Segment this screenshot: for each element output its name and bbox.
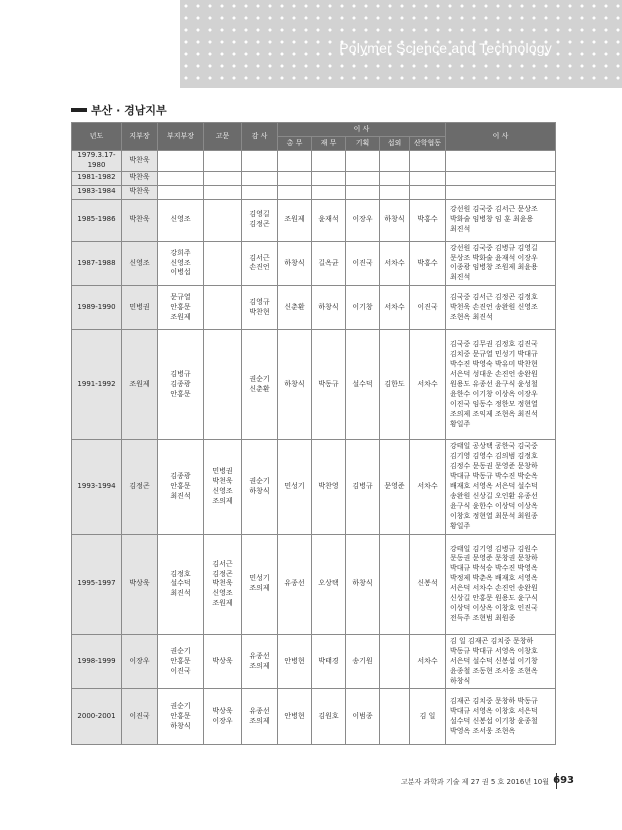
cell-auditor: 권순기 신춘환 <box>242 330 278 440</box>
cell-advisor <box>204 330 242 440</box>
cell-finance: 오상택 <box>312 534 346 634</box>
header-planning: 기획 <box>346 137 380 151</box>
cell-vice-chief <box>158 171 204 185</box>
cell-external <box>380 151 410 172</box>
cell-year: 1979.3.17-1980 <box>72 151 122 172</box>
table-row <box>72 286 556 330</box>
cell-chief: 박찬욱 <box>122 151 158 172</box>
cell-planning: 설수덕 <box>346 330 380 440</box>
section-bar-icon <box>71 108 87 112</box>
cell-finance: 길옥균 <box>312 241 346 286</box>
cell-planning <box>346 171 380 185</box>
cell-year: 1983-1984 <box>72 185 122 199</box>
cell-year: 1985-1986 <box>72 199 122 241</box>
cell-planning <box>346 185 380 199</box>
cell-finance <box>312 171 346 185</box>
cell-planning: 송기원 <box>346 634 380 689</box>
cell-advisor <box>204 199 242 241</box>
cell-external: 문영준 <box>380 440 410 534</box>
cell-directors: 강선원 김국중 김병규 김영길 문상조 박화술 윤재석 이장우 이종광 임병창 조원제 최윤용 최진석 <box>446 241 556 286</box>
cell-general: 민성기 <box>278 440 312 534</box>
cell-finance <box>312 185 346 199</box>
cell-chief: 박찬욱 <box>122 171 158 185</box>
cell-chief: 조원제 <box>122 330 158 440</box>
header-external: 섭외 <box>380 137 410 151</box>
cell-directors <box>446 151 556 172</box>
table-row <box>72 634 556 689</box>
cell-auditor: 김서근 손진언 <box>242 241 278 286</box>
cell-auditor <box>242 171 278 185</box>
cell-chief: 이장우 <box>122 634 158 689</box>
cell-general: 신춘환 <box>278 286 312 330</box>
header-general: 총 무 <box>278 137 312 151</box>
table-row <box>72 185 556 199</box>
cell-finance <box>312 151 346 172</box>
cell-industry: 박홍수 <box>410 199 446 241</box>
cell-external <box>380 185 410 199</box>
header-finance: 재 무 <box>312 137 346 151</box>
cell-directors <box>446 185 556 199</box>
cell-directors: 김국중 김무권 김정호 김진국 김치중 문규열 민성기 박대규 박수진 박영숙 박유미 박찬현 서은덕 성대운 손진언 송완원 원용도 유종선 윤구식 윤성철 윤한수 이기창 이상옥 이장우 이진국 임동수 정한모 정현열 조의제 조익제 조현옥 최진석 황일주 <box>446 330 556 440</box>
table-row <box>72 199 556 241</box>
cell-vice-chief: 문규열 안홍문 조원제 <box>158 286 204 330</box>
cell-advisor <box>204 241 242 286</box>
cell-advisor <box>204 151 242 172</box>
cell-auditor <box>242 185 278 199</box>
page-number: 693 <box>553 775 574 786</box>
cell-industry: 서차수 <box>410 330 446 440</box>
cell-auditor: 유종선 조의제 <box>242 634 278 689</box>
header-directors-group: 이 사 <box>278 123 446 137</box>
cell-advisor <box>204 185 242 199</box>
cell-general <box>278 171 312 185</box>
cell-planning <box>346 151 380 172</box>
cell-vice-chief: 김정호 설수덕 최진석 <box>158 534 204 634</box>
cell-planning: 하창식 <box>346 534 380 634</box>
cell-chief: 김정곤 <box>122 440 158 534</box>
cell-general: 조원제 <box>278 199 312 241</box>
cell-planning: 이범종 <box>346 689 380 745</box>
cell-general: 안병현 <box>278 634 312 689</box>
cell-external <box>380 171 410 185</box>
cell-external <box>380 634 410 689</box>
cell-directors: 김 일 김재곤 김치중 문창하 박동규 박대규 서영옥 이창호 서은덕 설수덕 신봉섭 이기창 윤종철 조동현 조서웅 조현옥 하창식 <box>446 634 556 689</box>
cell-year: 1991-1992 <box>72 330 122 440</box>
cell-chief: 박상욱 <box>122 534 158 634</box>
cell-vice-chief <box>158 185 204 199</box>
cell-industry <box>410 185 446 199</box>
cell-vice-chief: 강희주 신영조 이병섭 <box>158 241 204 286</box>
header-chief: 지부장 <box>122 123 158 151</box>
cell-external: 하창식 <box>380 199 410 241</box>
section-heading <box>71 102 167 118</box>
cell-year: 1995-1997 <box>72 534 122 634</box>
table-row <box>72 440 556 534</box>
table-row <box>72 171 556 185</box>
cell-finance: 박찬영 <box>312 440 346 534</box>
cell-chief: 신영조 <box>122 241 158 286</box>
cell-general: 안병현 <box>278 689 312 745</box>
cell-auditor: 민성기 조의제 <box>242 534 278 634</box>
table-row <box>72 689 556 745</box>
cell-vice-chief <box>158 151 204 172</box>
cell-auditor: 김영길 김정곤 <box>242 199 278 241</box>
cell-directors <box>446 171 556 185</box>
table-row <box>72 241 556 286</box>
cell-directors: 강태일 김기영 김병규 김원수 문동권 문영준 문창권 문창하 박대규 박석승 박수진 박영옥 박정제 박춘옥 배재호 서영옥 서은덕 서차수 손진언 송완원 신상길 안홍문 원용도 윤구식 이상덕 이상옥 이창호 인진국 전득주 조현범 최원종 <box>446 534 556 634</box>
header-industry: 산학협동 <box>410 137 446 151</box>
cell-external: 서차수 <box>380 241 410 286</box>
cell-auditor: 유종선 조의제 <box>242 689 278 745</box>
cell-year: 1998-1999 <box>72 634 122 689</box>
cell-planning: 김병규 <box>346 440 380 534</box>
cell-external: 서차수 <box>380 286 410 330</box>
cell-advisor: 박상욱 <box>204 634 242 689</box>
header-auditor: 감 사 <box>242 123 278 151</box>
cell-advisor <box>204 286 242 330</box>
header-directors: 이 사 <box>446 123 556 151</box>
cell-chief: 박찬욱 <box>122 199 158 241</box>
officers-table <box>71 122 556 745</box>
cell-planning: 이장우 <box>346 199 380 241</box>
cell-industry <box>410 151 446 172</box>
table-body <box>72 151 556 745</box>
cell-general: 하창식 <box>278 241 312 286</box>
cell-general <box>278 151 312 172</box>
cell-vice-chief: 김종광 안홍문 최진석 <box>158 440 204 534</box>
cell-auditor: 김영규 박찬현 <box>242 286 278 330</box>
footer-journal-info: 고분자 과학과 기술 제 27 권 5 호 2016년 10월 <box>400 778 549 786</box>
cell-chief: 박찬욱 <box>122 185 158 199</box>
cell-advisor: 민병권 박천욱 신영조 조의제 <box>204 440 242 534</box>
cell-industry: 신봉석 <box>410 534 446 634</box>
cell-external <box>380 689 410 745</box>
journal-title: Polymer Science and Technology <box>339 40 552 56</box>
cell-general <box>278 185 312 199</box>
header-year: 년도 <box>72 123 122 151</box>
cell-directors: 김국중 김서근 김정곤 김정호 박천욱 손진언 송완원 신영조 조현옥 최진석 <box>446 286 556 330</box>
cell-year: 1981-1982 <box>72 171 122 185</box>
cell-directors: 강태일 공상택 공한국 김국중 김기영 김영수 김의범 김정호 김정수 문동권 문영준 문창하 박대규 박동규 박수진 박순옥 배재호 서영옥 서은덕 설수덕 송완원 신상길 오인환 유종선 윤구식 윤한수 이상덕 이상옥 이창호 정현열 최문석 최원종 황일주 <box>446 440 556 534</box>
cell-advisor: 김서근 김정곤 박천욱 신영조 조원제 <box>204 534 242 634</box>
cell-year: 1987-1988 <box>72 241 122 286</box>
cell-chief: 민병권 <box>122 286 158 330</box>
cell-vice-chief: 신영조 <box>158 199 204 241</box>
cell-planning: 이진국 <box>346 241 380 286</box>
cell-vice-chief: 권순기 안홍문 하창식 <box>158 689 204 745</box>
cell-finance: 하창식 <box>312 286 346 330</box>
cell-industry: 이진국 <box>410 286 446 330</box>
cell-general: 유종선 <box>278 534 312 634</box>
cell-industry: 서차수 <box>410 634 446 689</box>
cell-directors: 강선원 김국중 김서근 문상조 박화술 임병창 임 훈 최윤용 최진석 <box>446 199 556 241</box>
header-advisor: 고문 <box>204 123 242 151</box>
cell-external <box>380 534 410 634</box>
cell-chief: 이진국 <box>122 689 158 745</box>
cell-advisor: 박상욱 이장우 <box>204 689 242 745</box>
cell-industry: 서차수 <box>410 440 446 534</box>
cell-year: 2000-2001 <box>72 689 122 745</box>
table-row <box>72 534 556 634</box>
cell-planning: 이기창 <box>346 286 380 330</box>
cell-industry: 김 일 <box>410 689 446 745</box>
section-title: 부산 · 경남지부 <box>91 104 167 117</box>
cell-year: 1989-1990 <box>72 286 122 330</box>
cell-finance: 박태경 <box>312 634 346 689</box>
cell-directors: 김재곤 김치중 문창하 박동규 박대규 서영옥 이창호 서은덕 설수덕 신봉섭 이기창 윤종철 박영옥 조서웅 조현옥 <box>446 689 556 745</box>
cell-auditor: 권순기 하창식 <box>242 440 278 534</box>
table-row <box>72 330 556 440</box>
cell-advisor <box>204 171 242 185</box>
cell-year: 1993-1994 <box>72 440 122 534</box>
cell-finance: 김원호 <box>312 689 346 745</box>
cell-vice-chief: 김병규 김종광 안홍문 <box>158 330 204 440</box>
cell-industry <box>410 171 446 185</box>
header-dot-pattern <box>180 0 622 88</box>
cell-finance: 박동규 <box>312 330 346 440</box>
cell-finance: 윤재석 <box>312 199 346 241</box>
cell-auditor <box>242 151 278 172</box>
cell-industry: 박홍수 <box>410 241 446 286</box>
table-row <box>72 151 556 172</box>
header-vice-chief: 부지부장 <box>158 123 204 151</box>
cell-general: 하창식 <box>278 330 312 440</box>
cell-external: 김한도 <box>380 330 410 440</box>
cell-vice-chief: 권순기 안홍문 이진국 <box>158 634 204 689</box>
